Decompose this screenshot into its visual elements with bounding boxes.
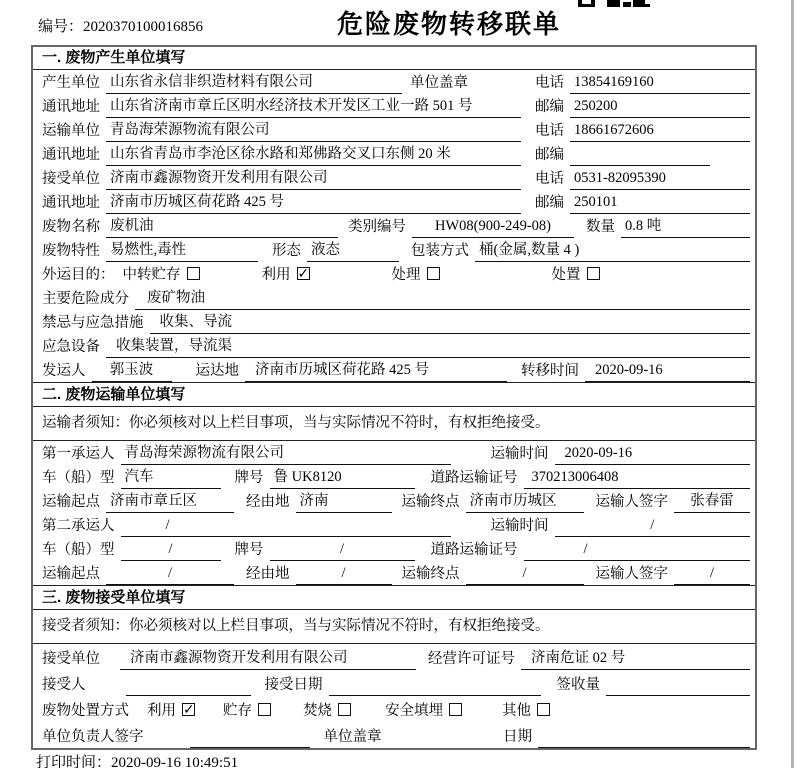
vehicle-type-label: 车（船）型 — [42, 470, 115, 486]
section3-header: 三. 废物接受单位填写 — [33, 585, 755, 610]
vehicle-type-label: 车（船）型 — [42, 542, 115, 558]
carrier-sign-value: / — [674, 564, 750, 585]
plate-value: / — [270, 540, 415, 561]
transfer-time-value: 2020-09-16 — [585, 361, 750, 382]
manifest-table — [31, 45, 757, 750]
checkbox-icon — [187, 267, 200, 280]
carrier-label: 第二承运人 — [42, 518, 115, 534]
disposal-option-use — [147, 701, 195, 722]
unit-stamp-label: 单位盖章 — [323, 729, 382, 745]
disposal-option-burn — [303, 701, 351, 722]
disposal-method-row — [33, 696, 755, 722]
serial-number — [38, 15, 203, 36]
checkbox-icon — [182, 703, 195, 716]
transporter-address-value: 山东省青岛市李沧区徐水路和郑佛路交叉口东侧 20 米 — [106, 145, 521, 166]
producer-label: 产生单位 — [42, 75, 100, 91]
transporter-zip-value — [570, 145, 710, 166]
receiver-phone-value: 0531-82095390 — [570, 169, 750, 190]
pack-value: 桶(金属,数量 4 ) — [475, 241, 750, 262]
producer-zip-value: 250200 — [570, 97, 750, 118]
route-start-value: 济南市章丘区 — [106, 492, 234, 513]
option-label: 焚烧 — [303, 703, 332, 719]
route-end-value: 济南市历城区 — [466, 492, 584, 513]
zip-label: 邮编 — [535, 99, 564, 115]
second-route-row — [33, 561, 755, 585]
equipment-value: 收集装置，导流渠 — [106, 337, 750, 358]
route-start-label: 运输起点 — [42, 566, 100, 582]
print-time-value: 2020-09-16 10:49:51 — [111, 755, 239, 768]
print-time-label: 打印时间： — [36, 755, 112, 768]
vehicle-type-value: / — [121, 540, 221, 561]
accept-unit-value: 济南市鑫源物资开发利用有限公司 — [120, 649, 416, 670]
option-label: 其他 — [502, 703, 531, 719]
equipment-label: 应急设备 — [42, 339, 100, 355]
waste-qty-value: 0.8 吨 — [621, 217, 750, 238]
accept-unit-row — [33, 644, 755, 670]
road-license-value: / — [524, 540, 751, 561]
section1-header: 一. 废物产生单位填写 — [33, 47, 755, 70]
first-carrier-row — [33, 441, 755, 465]
stamp-label: 单位盖章 — [410, 75, 468, 91]
disposal-option-landfill — [385, 701, 462, 722]
serial-value: 2020370100016856 — [83, 19, 204, 35]
transport-time-label: 运输时间 — [490, 446, 549, 462]
route-start-label: 运输起点 — [42, 494, 100, 510]
property-value: 易燃性,毒性 — [106, 241, 258, 262]
checkbox-icon — [587, 267, 600, 280]
measures-value: 收集、导流 — [150, 313, 751, 334]
option-label: 利用 — [261, 267, 291, 283]
destination-value: 济南市历城区荷花路 425 号 — [245, 361, 507, 382]
purpose-option-storage — [123, 265, 200, 286]
carrier-value: 青岛海荣源物流有限公司 — [121, 444, 451, 465]
plate-value: 鲁 UK8120 — [270, 468, 415, 489]
purpose-option-use — [262, 265, 310, 286]
acceptor-row — [33, 670, 755, 696]
hazard-label: 主要危险成分 — [42, 291, 129, 307]
received-qty-label: 签收量 — [556, 677, 600, 693]
permit-label: 经营许可证号 — [428, 651, 515, 667]
form-value: 液态 — [307, 241, 399, 262]
form-label: 形态 — [272, 243, 301, 259]
checkbox-icon — [449, 703, 462, 716]
transport-time-value: / — [555, 516, 751, 537]
dispatcher-value: 郭玉波 — [92, 361, 172, 382]
receiver-row — [33, 166, 755, 190]
route-via-value: / — [296, 564, 392, 585]
permit-value: 济南危证 02 号 — [521, 649, 750, 670]
waste-name-value: 废机油 — [106, 217, 338, 238]
phone-label: 电话 — [535, 171, 564, 187]
dispatcher-label: 发运人 — [42, 363, 86, 379]
checkbox-icon — [297, 267, 310, 280]
carrier-value: / — [121, 516, 451, 537]
accept-date-value — [329, 675, 541, 696]
carrier-sign-label: 运输人签字 — [595, 494, 668, 510]
accept-date-label: 接受日期 — [264, 677, 323, 693]
date-label: 日期 — [503, 729, 532, 745]
zip-label: 邮编 — [535, 195, 564, 211]
receiver-label: 接受单位 — [42, 171, 100, 187]
transport-time-value: 2020-09-16 — [555, 444, 751, 465]
measures-row — [33, 310, 755, 334]
plate-label: 牌号 — [234, 470, 264, 486]
plate-label: 牌号 — [234, 542, 264, 558]
transfer-time-label: 转移时间 — [521, 363, 579, 379]
address-label: 通讯地址 — [42, 99, 100, 115]
waste-name-label: 废物名称 — [42, 219, 100, 235]
option-label: 中转贮存 — [122, 267, 181, 283]
hazard-row — [33, 286, 755, 310]
route-via-value: 济南 — [296, 492, 392, 513]
purpose-option-treat — [392, 265, 440, 286]
route-start-value: / — [106, 564, 234, 585]
waste-code-value: HW08(900-249-08) — [412, 217, 574, 238]
road-license-label: 道路运输证号 — [430, 470, 518, 486]
zip-label: 邮编 — [535, 147, 564, 163]
qr-code-fragment — [578, 0, 650, 7]
checkbox-icon — [258, 703, 271, 716]
option-label: 处理 — [391, 267, 421, 283]
first-vehicle-row — [33, 465, 755, 489]
producer-value: 山东省永信非织造材料有限公司 — [106, 73, 402, 94]
option-label: 利用 — [147, 703, 176, 719]
vehicle-type-value: 汽车 — [121, 468, 221, 489]
producer-address-row — [33, 94, 755, 118]
option-label: 贮存 — [223, 703, 252, 719]
phone-label: 电话 — [535, 75, 564, 91]
responsible-sign-label: 单位负责人签字 — [42, 729, 144, 745]
serial-label: 编号： — [38, 19, 84, 35]
print-time — [36, 751, 238, 768]
waste-name-row — [33, 214, 755, 238]
acceptor-label: 接受人 — [42, 677, 86, 693]
responsible-sign-value — [190, 727, 310, 748]
transporter-phone-value: 18661672606 — [570, 121, 750, 142]
route-via-label: 经由地 — [246, 494, 290, 510]
date-value — [538, 727, 750, 748]
receiver-zip-value: 250101 — [570, 193, 750, 214]
route-end-label: 运输终点 — [401, 494, 460, 510]
phone-label: 电话 — [535, 123, 564, 139]
checkbox-icon — [338, 703, 351, 716]
section2-header: 二. 废物运输单位填写 — [33, 382, 755, 407]
carrier-sign-label: 运输人签字 — [595, 566, 668, 582]
transfer-purpose-row — [33, 262, 755, 286]
purpose-label: 外运目的： — [42, 267, 115, 283]
waste-code-label: 类别编号 — [348, 219, 406, 235]
waste-property-row — [33, 238, 755, 262]
checkbox-icon — [537, 703, 550, 716]
received-qty-value — [606, 675, 750, 696]
transporter-notice: 运输者须知：你必须核对以上栏目事项，当与实际情况不符时，有权拒绝接受。 — [33, 407, 755, 441]
carrier-sign-value: 张春雷 — [674, 492, 750, 513]
hazard-value: 废矿物油 — [135, 289, 750, 310]
destination-label: 运达地 — [195, 363, 239, 379]
producer-row — [33, 70, 755, 94]
producer-phone-value: 13854169160 — [570, 73, 750, 94]
page-title: 危险废物转移联单 — [337, 9, 562, 39]
road-license-label: 道路运输证号 — [430, 542, 518, 558]
equipment-row — [33, 334, 755, 358]
first-route-row — [33, 489, 755, 513]
receiver-address-row — [33, 190, 755, 214]
transporter-row — [33, 118, 755, 142]
property-label: 废物特性 — [42, 243, 100, 259]
measures-label: 禁忌与应急措施 — [42, 315, 144, 331]
receiver-address-value: 济南市历城区荷花路 425 号 — [106, 193, 521, 214]
acceptor-value — [126, 675, 251, 696]
second-vehicle-row — [33, 537, 755, 561]
address-label: 通讯地址 — [42, 147, 100, 163]
receiver-value: 济南市鑫源物资开发利用有限公司 — [106, 169, 521, 190]
accept-unit-label: 接受单位 — [42, 651, 100, 667]
transporter-label: 运输单位 — [42, 123, 100, 139]
carrier-label: 第一承运人 — [42, 446, 115, 462]
transporter-value: 青岛海荣源物流有限公司 — [106, 121, 521, 142]
route-end-label: 运输终点 — [401, 566, 460, 582]
dispatch-row — [33, 358, 755, 382]
disposal-option-store — [223, 701, 271, 722]
road-license-value: 370213006408 — [524, 468, 751, 489]
checkbox-icon — [427, 267, 440, 280]
route-via-label: 经由地 — [246, 566, 290, 582]
producer-address-value: 山东省济南市章丘区明水经济技术开发区工业一路 501 号 — [106, 97, 521, 118]
option-label: 处置 — [551, 267, 581, 283]
window-right-edge — [791, 0, 794, 768]
pack-label: 包装方式 — [411, 243, 469, 259]
purpose-option-dispose — [552, 265, 600, 286]
second-carrier-row — [33, 513, 755, 537]
route-end-value: / — [466, 564, 584, 585]
address-label: 通讯地址 — [42, 195, 100, 211]
option-label: 安全填埋 — [385, 703, 443, 719]
receiver-notice: 接受者须知：你必须核对以上栏目事项，当与实际情况不符时，有权拒绝接受。 — [33, 610, 755, 644]
signature-row — [33, 722, 755, 748]
disposal-label: 废物处置方式 — [42, 703, 129, 719]
transporter-address-row — [33, 142, 755, 166]
transport-time-label: 运输时间 — [490, 518, 549, 534]
waste-qty-label: 数量 — [586, 219, 615, 235]
disposal-option-other — [502, 701, 550, 722]
